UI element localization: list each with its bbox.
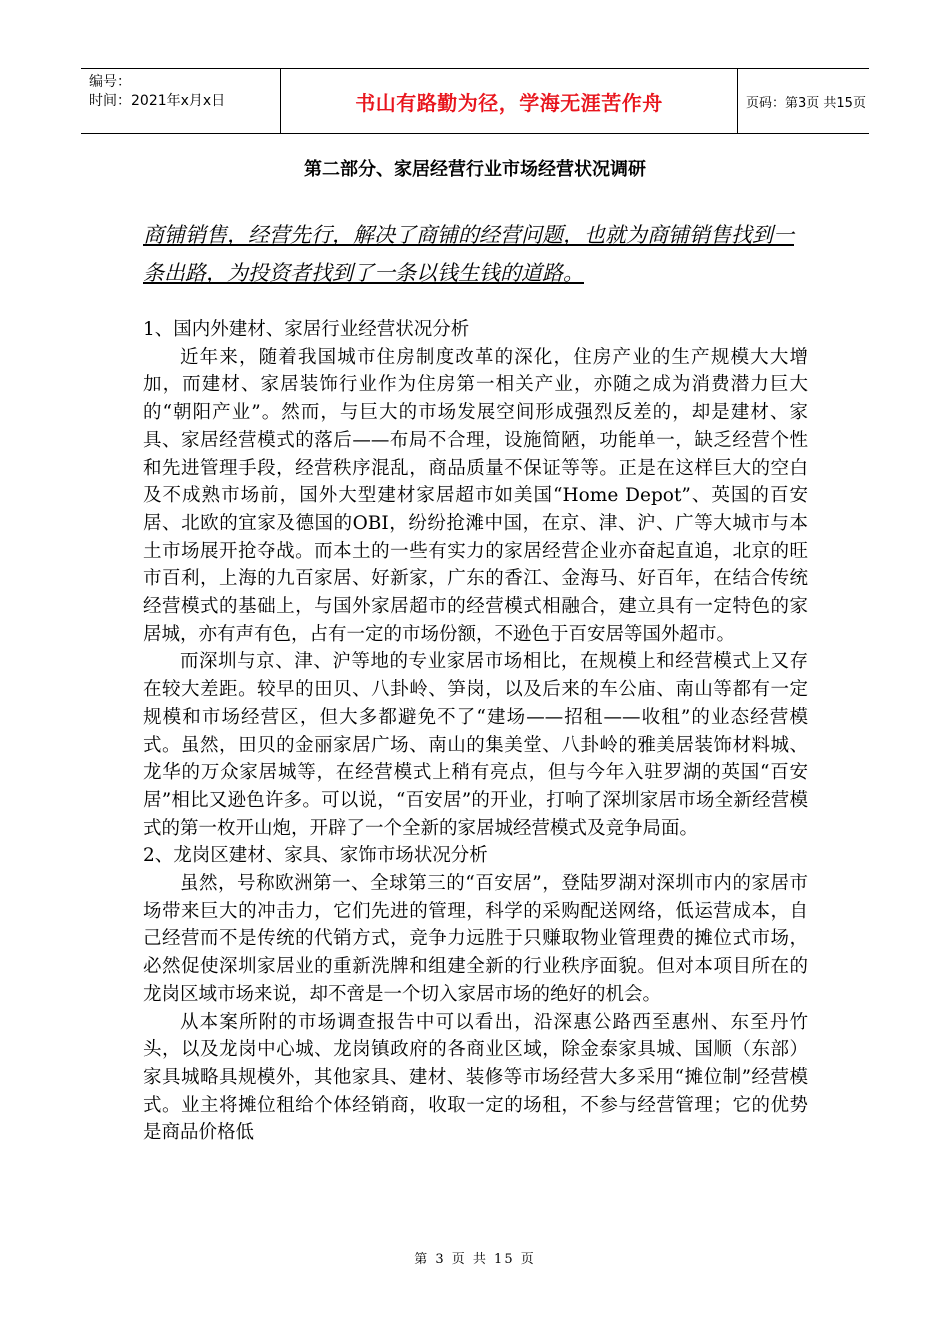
header-page-info: 页码：第3页 共15页	[746, 95, 866, 111]
document-header	[81, 68, 869, 134]
paragraph: 而深圳与京、津、沪等地的专业家居市场相比，在规模上和经营模式上又存在较大差距。较早的田贝、八卦岭、笋岗，以及后来的车公庙、南山等都有一定规模和市场经营区，但大多都避免不了“建场——招租——收租”的业态经营模式。虽然，田贝的金丽家居广场、南山的集美堂、八卦岭的雅美居装饰材料城、龙华的万众家居城等，在经营模式上稍有亮点，但与今年入驻罗湖的英国“百安居”相比又逊色许多。可以说，“百安居”的开业，打响了深圳家居市场全新经营模式的第一枚开山炮，开辟了一个全新的家居城经营模式及竞争局面。	[143, 651, 808, 839]
time-label: 时间：2021年x月x日	[89, 93, 226, 109]
paragraph: 虽然，号称欧洲第一、全球第三的“百安居”，登陆罗湖对深圳市内的家居市场带来巨大的冲击力，它们先进的管理，科学的采购配送网络，低运营成本，自己经营而不是传统的代销方式，竞争力远胜于只赚取物业管理费的摊位式市场，必然促使深圳家居业的重新洗牌和组建全新的行业秩序面貌。但对本项目所在的龙岗区域市场来说，却不啻是一个切入家居市场的绝好的机会。	[143, 873, 808, 1005]
page-footer: 第 3 页 共 15 页	[414, 1252, 536, 1267]
section-heading: 1、国内外建材、家居行业经营状况分析	[143, 319, 470, 340]
number-label: 编号：	[89, 74, 131, 90]
header-meta	[81, 69, 281, 133]
section-heading: 2、龙岗区建材、家具、家饰市场状况分析	[143, 845, 488, 867]
paragraph: 从本案所附的市场调查报告中可以看出，沿深惠公路西至惠州、东至丹竹头，以及龙岗中心城、龙岗镇政府的各商业区域，除金泰家具城、国顺（东部）家具城略具规模外，其他家具、建材、装修等市场经营大多采用“摊位制”经营模式。业主将摊位租给个体经销商，收取一定的场租，不参与经营管理；它的优势是商品价格低	[143, 1011, 808, 1144]
page-title: 第二部分、家居经营行业市场经营状况调研	[304, 159, 646, 180]
paragraph: 近年来，随着我国城市住房制度改革的深化，住房产业的生产规模大大增加，而建材、家居装饰行业作为住房第一相关产业，亦随之成为消费潜力巨大的“朝阳产业”。然而，与巨大的市场发展空间形成强烈反差的，却是建材、家具、家居经营模式的落后——布局不合理，设施简陋，功能单一，缺乏经营个性和先进管理手段，经营秩序混乱，商品质量不保证等等。正是在这样巨大的空白及不成熟市场前，国外大型建材家居超市如美国“Home Depot”、英国的百安居、北欧的宜家及德国的OBI，纷纷抢滩中国，在京、津、沪、广等大城市与本土市场展开抢夺战。而本土的一些有实力的家居经营企业亦奋起直追，北京的旺市百利，上海的九百家居、好新家，广东的香江、金海马、好百年，在结合传统经营模式的基础上，与国外家居超市的经营模式相融合，建立具有一定特色的家居城，亦有声有色，占有一定的市场份额，不逊色于百安居等国外超市。	[143, 346, 808, 645]
header-slogan: 书山有路勤为径，学海无涯苦作舟	[281, 69, 738, 133]
motto-block	[143, 216, 808, 292]
document-body	[143, 316, 808, 1147]
motto-text: 商铺销售，经营先行，解决了商铺的经营问题，也就为商铺销售找到一条出路，为投资者找到了一条以钱生钱的道路。	[143, 223, 794, 285]
